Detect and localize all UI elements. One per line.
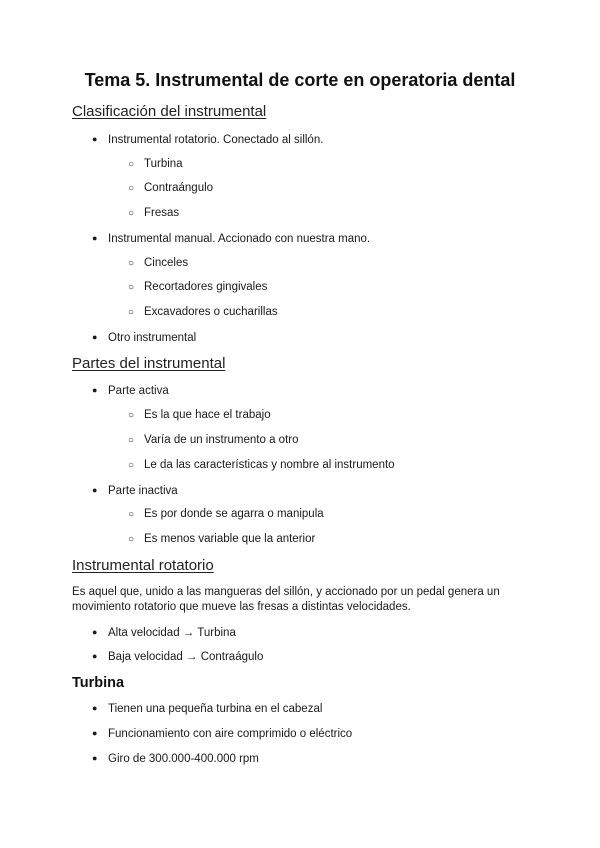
bullet-icon: ● <box>92 233 98 243</box>
section-heading-rotatorio: Instrumental rotatorio <box>72 557 214 574</box>
section-paragraph: Es aquel que, unido a las mangueras del sillón, y accionado por un pedal genera un movimiento rotatorio que mueve las fresas a distintas velocidades. <box>72 586 500 613</box>
list-item: ● Otro instrumental <box>92 332 197 344</box>
sub-list-item: ○ Es por donde se agarra o manipula <box>128 508 324 520</box>
sub-list-item: ○ Cinceles <box>128 257 189 269</box>
hollow-bullet-icon: ○ <box>128 509 135 520</box>
bullet-icon: ● <box>92 385 98 395</box>
bullet-icon: ● <box>92 728 98 738</box>
bullet-icon: ● <box>92 332 98 342</box>
sub-list-item: ○ Fresas <box>128 207 180 219</box>
bullet-icon: ● <box>92 651 98 661</box>
document-title: Tema 5. Instrumental de corte en operatoria dental <box>84 70 516 90</box>
bullet-icon: ● <box>92 627 98 637</box>
hollow-bullet-icon: ○ <box>128 159 135 170</box>
hollow-bullet-icon: ○ <box>128 258 135 269</box>
hollow-bullet-icon: ○ <box>128 534 135 545</box>
hollow-bullet-icon: ○ <box>128 435 135 446</box>
sub-list-item: ○ Turbina <box>128 158 183 170</box>
sub-list-item: ○ Excavadores o cucharillas <box>128 306 278 318</box>
sub-list-item: ○ Contraángulo <box>128 182 214 194</box>
hollow-bullet-icon: ○ <box>128 460 135 471</box>
bullet-icon: ● <box>92 134 98 144</box>
sub-list-item: ○ Es la que hace el trabajo <box>128 409 271 421</box>
list-item: ● Parte inactiva <box>92 485 178 497</box>
sub-list-item: ○ Le da las características y nombre al instrumento <box>128 459 395 471</box>
hollow-bullet-icon: ○ <box>128 183 135 194</box>
list-item: ● Instrumental manual. Accionado con nuestra mano. <box>92 233 371 245</box>
subsection-heading-turbina: Turbina <box>72 675 125 691</box>
section-heading-partes: Partes del instrumental <box>72 355 226 372</box>
list-item: ● Giro de 300.000-400.000 rpm <box>92 753 259 765</box>
bullet-icon: ● <box>92 703 98 713</box>
section-heading-clasificacion: Clasificación del instrumental <box>72 103 267 120</box>
sub-list-item: ○ Varía de un instrumento a otro <box>128 434 299 446</box>
sub-list-item: ○ Es menos variable que la anterior <box>128 533 316 545</box>
list-item: ● Alta velocidad → Turbina <box>92 627 236 639</box>
list-item: ● Instrumental rotatorio. Conectado al sillón. <box>92 134 324 146</box>
list-item: ● Tienen una pequeña turbina en el cabezal <box>92 703 323 715</box>
bullet-icon: ● <box>92 753 98 763</box>
list-item: ● Funcionamiento con aire comprimido o eléctrico <box>92 728 353 740</box>
bullet-icon: ● <box>92 485 98 495</box>
list-item: ● Parte activa <box>92 385 169 397</box>
hollow-bullet-icon: ○ <box>128 208 135 219</box>
list-item: ● Baja velocidad → Contraágulo <box>92 651 264 663</box>
hollow-bullet-icon: ○ <box>128 307 135 318</box>
hollow-bullet-icon: ○ <box>128 410 135 421</box>
sub-list-item: ○ Recortadores gingivales <box>128 281 268 293</box>
hollow-bullet-icon: ○ <box>128 282 135 293</box>
